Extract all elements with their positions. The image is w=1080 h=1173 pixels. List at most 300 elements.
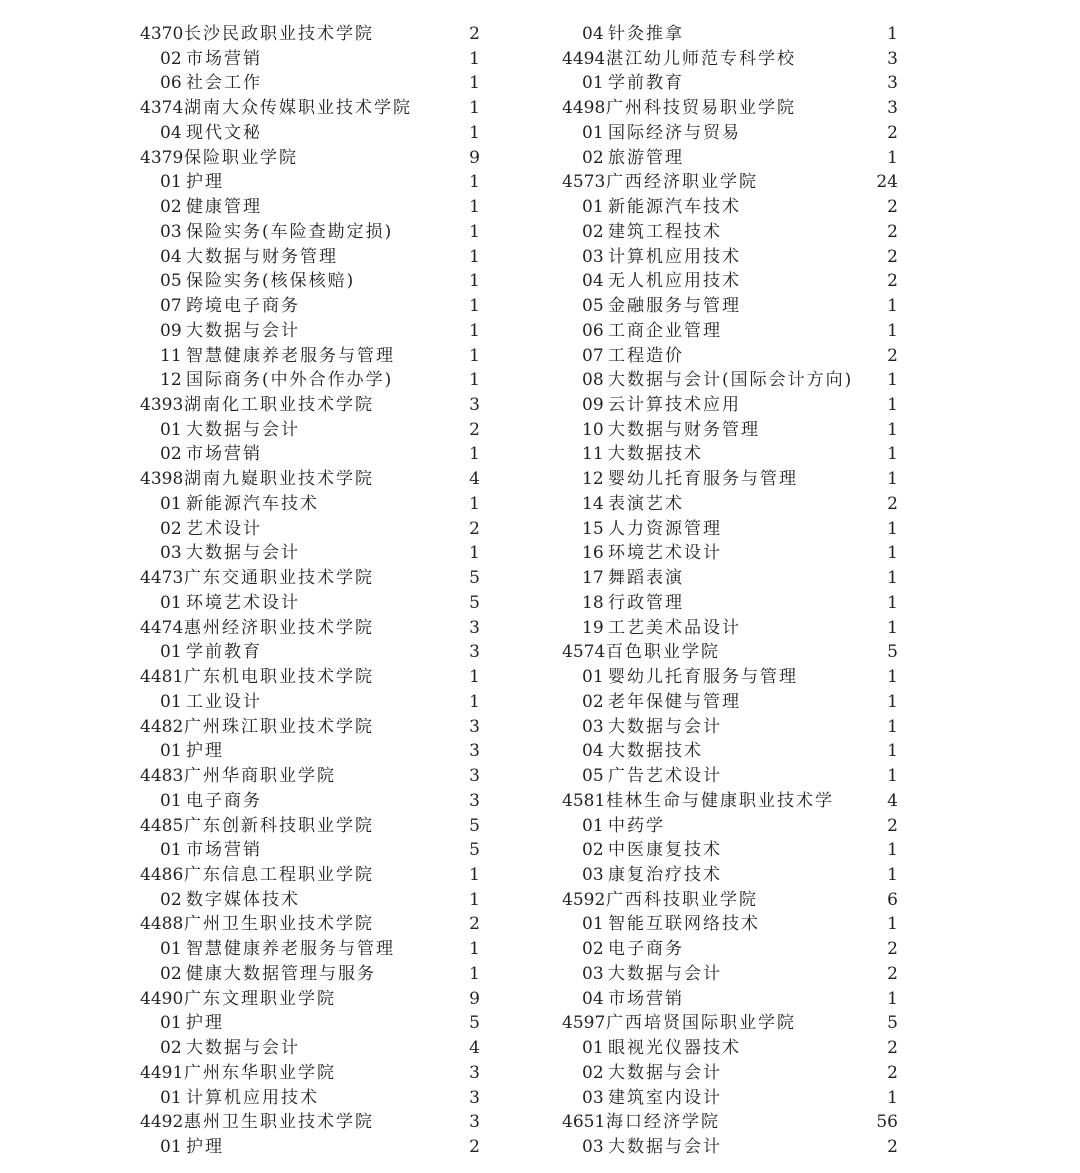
major-code: 03 [582,1087,604,1108]
major-name: 智慧健康养老服务与管理 [186,345,395,366]
enrollment-count: 2 [887,1062,898,1083]
major-name: 健康管理 [186,197,262,218]
major-row [140,937,480,962]
major-row [562,541,898,566]
major-row [562,814,898,839]
major-name: 工商企业管理 [608,320,722,341]
major-row [562,987,898,1012]
school-name: 广州卫生职业技术学院 [184,914,374,935]
school-code: 4498 [562,98,606,119]
school-name: 广西培贤国际职业学院 [606,1013,796,1034]
school-row [140,566,480,591]
major-code: 01 [582,73,604,94]
major-code: 01 [160,741,182,762]
major-name: 学前教育 [186,642,262,663]
major-name: 大数据技术 [608,741,703,762]
major-row [562,71,898,96]
school-name: 广东交通职业技术学院 [184,568,374,589]
major-name: 康复治疗技术 [608,864,722,885]
major-row [140,1036,480,1061]
enrollment-count: 1 [469,122,480,143]
school-name: 广东文理职业学院 [184,988,336,1009]
enrollment-count: 9 [469,147,480,168]
major-name: 市场营销 [608,988,684,1009]
enrollment-count: 1 [887,840,898,861]
enrollment-count: 2 [887,246,898,267]
major-row [140,640,480,665]
enrollment-count: 1 [887,914,898,935]
major-row [140,319,480,344]
major-name: 大数据与会计 [186,1038,300,1059]
enrollment-count: 1 [887,444,898,465]
enrollment-count: 3 [469,1087,480,1108]
major-row [562,863,898,888]
school-name: 广州东华职业学院 [184,1062,336,1083]
school-code: 4379 [140,147,184,168]
enrollment-count: 3 [887,98,898,119]
major-row [140,492,480,517]
major-code: 04 [582,271,604,292]
enrollment-count: 1 [469,667,480,688]
school-name: 惠州卫生职业技术学院 [184,1112,374,1133]
school-code: 4573 [562,172,606,193]
major-code: 02 [160,963,182,984]
major-name: 国际商务(中外合作办学) [186,370,394,391]
school-code: 4597 [562,1013,606,1034]
major-name: 大数据与会计 [186,320,300,341]
major-code: 01 [582,914,604,935]
major-code: 03 [582,246,604,267]
enrollment-count: 5 [469,815,480,836]
school-code: 4651 [562,1112,606,1133]
major-code: 01 [160,172,182,193]
major-code: 12 [582,469,604,490]
major-code: 16 [582,543,604,564]
major-code: 02 [582,691,604,712]
enrollment-count: 1 [887,518,898,539]
major-code: 01 [160,1087,182,1108]
major-code: 01 [160,419,182,440]
major-row [562,393,898,418]
major-name: 中药学 [608,815,665,836]
major-code: 03 [582,716,604,737]
major-row [140,1135,480,1160]
major-row [562,121,898,146]
major-code: 02 [160,1038,182,1059]
major-row [562,937,898,962]
major-name: 大数据与会计 [608,1062,722,1083]
major-row [562,269,898,294]
enrollment-count: 56 [876,1112,898,1133]
major-row [562,22,898,47]
major-name: 计算机应用技术 [608,246,741,267]
major-name: 大数据与会计(国际会计方向) [608,370,854,391]
major-row [140,47,480,72]
major-name: 健康大数据管理与服务 [186,963,376,984]
major-name: 表演艺术 [608,493,684,514]
school-row [140,912,480,937]
major-name: 舞蹈表演 [608,568,684,589]
major-row [140,294,480,319]
major-name: 旅游管理 [608,147,684,168]
major-row [562,715,898,740]
major-code: 01 [582,667,604,688]
enrollment-count: 3 [469,766,480,787]
major-code: 02 [160,444,182,465]
major-row [562,690,898,715]
major-name: 工艺美术品设计 [608,617,741,638]
major-code: 01 [160,1013,182,1034]
school-code: 4592 [562,889,606,910]
major-code: 09 [582,395,604,416]
major-row [562,912,898,937]
major-row [562,344,898,369]
enrollment-count: 1 [887,419,898,440]
major-row [562,739,898,764]
school-row [562,1110,898,1135]
enrollment-count: 1 [887,469,898,490]
major-row [140,690,480,715]
major-row [140,888,480,913]
enrollment-count: 3 [469,1112,480,1133]
school-name: 长沙民政职业技术学院 [184,24,374,44]
major-name: 学前教育 [608,73,684,94]
major-name: 大数据与会计 [186,419,300,440]
enrollment-count: 2 [469,518,480,539]
school-code: 4474 [140,617,184,638]
enrollment-count: 1 [469,370,480,391]
school-code: 4482 [140,716,184,737]
major-row [562,220,898,245]
school-name: 广东创新科技职业学院 [184,815,374,836]
school-name: 湖南化工职业技术学院 [184,395,374,416]
major-name: 市场营销 [186,48,262,69]
major-row [562,962,898,987]
major-code: 11 [582,444,604,465]
major-name: 大数据与会计 [186,543,300,564]
school-code: 4370 [140,24,184,44]
major-row [562,146,898,171]
major-name: 老年保健与管理 [608,691,741,712]
enrollment-count: 2 [887,1038,898,1059]
enrollment-count: 1 [887,617,898,638]
enrollment-count: 1 [887,320,898,341]
school-row [562,640,898,665]
major-row [562,1086,898,1111]
enrollment-count: 2 [887,271,898,292]
enrollment-count: 1 [469,296,480,317]
major-row [562,294,898,319]
enrollment-count: 24 [876,172,898,193]
major-code: 01 [160,840,182,861]
enrollment-count: 2 [887,221,898,242]
major-code: 03 [582,1137,604,1158]
major-name: 云计算技术应用 [608,395,741,416]
school-code: 4393 [140,395,184,416]
major-name: 护理 [186,1137,224,1158]
enrollment-count: 5 [469,840,480,861]
enrollment-count: 1 [469,48,480,69]
major-code: 02 [160,518,182,539]
major-name: 中医康复技术 [608,840,722,861]
enrollment-count: 1 [887,395,898,416]
major-row [140,220,480,245]
school-name: 广东信息工程职业学院 [184,864,374,885]
school-code: 4374 [140,98,184,119]
school-row [562,170,898,195]
enrollment-count: 3 [469,790,480,811]
school-row [140,764,480,789]
major-name: 人力资源管理 [608,518,722,539]
major-code: 01 [582,815,604,836]
major-name: 工程造价 [608,345,684,366]
enrollment-count: 3 [469,741,480,762]
major-name: 婴幼儿托育服务与管理 [608,667,798,688]
enrollment-count: 2 [887,493,898,514]
major-code: 01 [582,122,604,143]
enrollment-count: 1 [887,1087,898,1108]
enrollment-count: 1 [469,73,480,94]
enrollment-count: 2 [469,914,480,935]
enrollment-count: 1 [469,543,480,564]
major-name: 大数据与会计 [608,1137,722,1158]
major-name: 大数据与会计 [608,963,722,984]
enrollment-count: 5 [469,568,480,589]
enrollment-count: 1 [469,271,480,292]
enrollment-count: 2 [469,24,480,44]
major-code: 02 [582,840,604,861]
enrollment-count: 1 [469,889,480,910]
school-code: 4473 [140,568,184,589]
school-name: 广州珠江职业技术学院 [184,716,374,737]
major-code: 04 [160,246,182,267]
major-row [562,467,898,492]
major-name: 国际经济与贸易 [608,122,741,143]
enrollment-count: 2 [887,197,898,218]
school-code: 4486 [140,864,184,885]
major-name: 无人机应用技术 [608,271,741,292]
major-row [140,170,480,195]
major-code: 01 [582,197,604,218]
major-name: 数字媒体技术 [186,889,300,910]
school-row [562,1011,898,1036]
major-row [562,1135,898,1160]
major-code: 01 [160,493,182,514]
major-code: 04 [160,122,182,143]
major-row [140,1086,480,1111]
enrollment-count: 1 [469,320,480,341]
major-row [140,591,480,616]
school-code: 4492 [140,1112,184,1133]
major-name: 金融服务与管理 [608,296,741,317]
major-name: 跨境电子商务 [186,296,300,317]
major-row [140,1011,480,1036]
school-row [140,467,480,492]
major-name: 环境艺术设计 [608,543,722,564]
major-code: 01 [160,642,182,663]
school-name: 广州华商职业学院 [184,766,336,787]
school-row [562,888,898,913]
school-name: 惠州经济职业技术学院 [184,617,374,638]
major-code: 02 [160,889,182,910]
school-row [140,616,480,641]
major-row [140,838,480,863]
major-row [562,566,898,591]
major-name: 行政管理 [608,592,684,613]
major-row [140,71,480,96]
major-name: 电子商务 [186,790,262,811]
major-name: 智能互联网络技术 [608,914,760,935]
enrollment-count: 3 [887,48,898,69]
school-code: 4398 [140,469,184,490]
enrollment-count: 1 [887,741,898,762]
major-name: 大数据与财务管理 [608,419,760,440]
school-code: 4485 [140,815,184,836]
major-row [562,319,898,344]
major-code: 01 [160,691,182,712]
enrollment-count: 3 [469,642,480,663]
major-code: 04 [582,24,604,44]
enrollment-count: 2 [887,939,898,960]
major-code: 05 [582,296,604,317]
major-code: 07 [582,345,604,366]
major-code: 18 [582,592,604,613]
enrollment-count: 3 [469,716,480,737]
enrollment-count: 5 [887,642,898,663]
major-name: 工业设计 [186,691,262,712]
major-code: 06 [160,73,182,94]
school-name: 广东机电职业技术学院 [184,667,374,688]
school-name: 桂林生命与健康职业技术学 [606,790,834,811]
school-row [140,665,480,690]
major-name: 社会工作 [186,73,262,94]
major-code: 07 [160,296,182,317]
major-row [562,517,898,542]
enrollment-count: 1 [469,221,480,242]
major-row [562,492,898,517]
school-row [140,146,480,171]
enrollment-count: 4 [887,790,898,811]
major-name: 环境艺术设计 [186,592,300,613]
enrollment-count: 1 [469,172,480,193]
major-row [140,517,480,542]
major-name: 眼视光仪器技术 [608,1038,741,1059]
major-code: 03 [160,543,182,564]
major-code: 02 [582,939,604,960]
enrollment-count: 1 [469,691,480,712]
major-code: 02 [582,221,604,242]
school-row [562,96,898,121]
major-name: 计算机应用技术 [186,1087,319,1108]
major-row [562,665,898,690]
enrollment-count: 5 [469,592,480,613]
enrollment-count: 4 [469,469,480,490]
enrollment-count: 1 [469,864,480,885]
major-name: 艺术设计 [186,518,262,539]
major-name: 护理 [186,1013,224,1034]
enrollment-count: 1 [887,667,898,688]
school-name: 保险职业学院 [184,147,298,168]
major-code: 08 [582,370,604,391]
major-code: 05 [582,766,604,787]
major-code: 01 [160,790,182,811]
enrollment-count: 2 [887,1137,898,1158]
major-code: 14 [582,493,604,514]
right-column [562,22,898,1160]
enrollment-count: 4 [469,1038,480,1059]
major-code: 01 [160,1137,182,1158]
enrollment-count: 3 [469,617,480,638]
major-row [140,269,480,294]
enrollment-count: 1 [887,766,898,787]
major-code: 12 [160,370,182,391]
major-code: 10 [582,419,604,440]
major-code: 01 [582,1038,604,1059]
major-name: 广告艺术设计 [608,766,722,787]
school-code: 4494 [562,48,606,69]
major-code: 01 [160,592,182,613]
enrollment-count: 1 [469,963,480,984]
school-row [140,393,480,418]
enrollment-count: 5 [887,1013,898,1034]
major-name: 智慧健康养老服务与管理 [186,939,395,960]
major-row [140,121,480,146]
school-row [140,814,480,839]
school-row [140,1110,480,1135]
major-code: 15 [582,518,604,539]
major-name: 电子商务 [608,939,684,960]
enrollment-count: 1 [469,246,480,267]
school-row [140,715,480,740]
major-row [562,368,898,393]
major-name: 大数据技术 [608,444,703,465]
major-row [140,962,480,987]
enrollment-count: 1 [887,691,898,712]
enrollment-count: 5 [469,1013,480,1034]
school-name: 湖南九嶷职业技术学院 [184,469,374,490]
enrollment-count: 1 [887,716,898,737]
enrollment-count: 3 [469,1062,480,1083]
major-row [562,442,898,467]
school-row [140,1061,480,1086]
enrollment-count: 2 [887,815,898,836]
school-code: 4481 [140,667,184,688]
major-code: 05 [160,271,182,292]
major-code: 02 [160,197,182,218]
major-row [140,344,480,369]
major-row [562,245,898,270]
school-name: 海口经济学院 [606,1112,720,1133]
major-code: 03 [582,864,604,885]
school-row [140,987,480,1012]
enrollment-count: 1 [887,568,898,589]
major-row [140,789,480,814]
enrollment-count: 3 [887,73,898,94]
major-name: 现代文秘 [186,122,262,143]
major-code: 03 [160,221,182,242]
major-row [562,591,898,616]
school-code: 4491 [140,1062,184,1083]
enrollment-count: 1 [887,543,898,564]
major-row [140,245,480,270]
enrollment-count: 1 [887,296,898,317]
major-code: 04 [582,741,604,762]
major-code: 02 [582,1062,604,1083]
enrollment-count: 2 [887,345,898,366]
major-code: 04 [582,988,604,1009]
major-name: 针灸推拿 [608,24,684,44]
school-code: 4574 [562,642,606,663]
